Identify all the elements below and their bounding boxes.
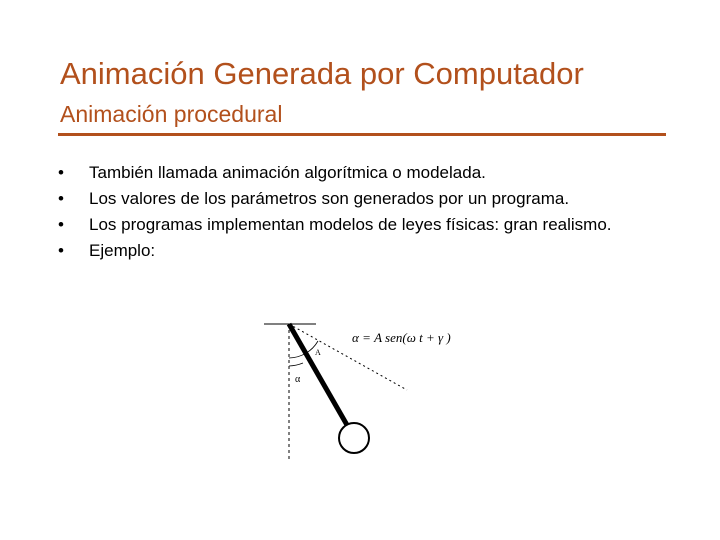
alpha-label: α bbox=[295, 374, 301, 385]
bullet-text: Los programas implementan modelos de leyes físicas: gran realismo. bbox=[89, 215, 612, 234]
bullet-list bbox=[56, 163, 676, 267]
slide-subtitle: Animación procedural bbox=[60, 101, 283, 127]
bullet-marker: • bbox=[58, 189, 64, 208]
pendulum-bob bbox=[339, 423, 369, 453]
title-divider bbox=[58, 133, 666, 136]
bullet-text: Los valores de los parámetros son generados por un programa. bbox=[89, 189, 570, 208]
slide-title: Animación Generada por Computador bbox=[60, 56, 584, 91]
alpha-arc bbox=[289, 363, 303, 366]
bullet-marker: • bbox=[58, 163, 64, 182]
bullet-marker: • bbox=[58, 241, 64, 260]
bullet-text: Ejemplo: bbox=[89, 241, 156, 260]
bullet-text: También llamada animación algorítmica o modelada. bbox=[89, 163, 486, 182]
bullet-item bbox=[56, 163, 676, 183]
bullet-marker: • bbox=[58, 215, 64, 234]
formula-label: α = A sen(ω t + γ ) bbox=[352, 330, 451, 345]
amplitude-label: A bbox=[315, 348, 321, 357]
bullet-item bbox=[56, 241, 676, 261]
bullet-item bbox=[56, 215, 676, 235]
bullet-item bbox=[56, 189, 676, 209]
pendulum-diagram bbox=[252, 310, 462, 470]
